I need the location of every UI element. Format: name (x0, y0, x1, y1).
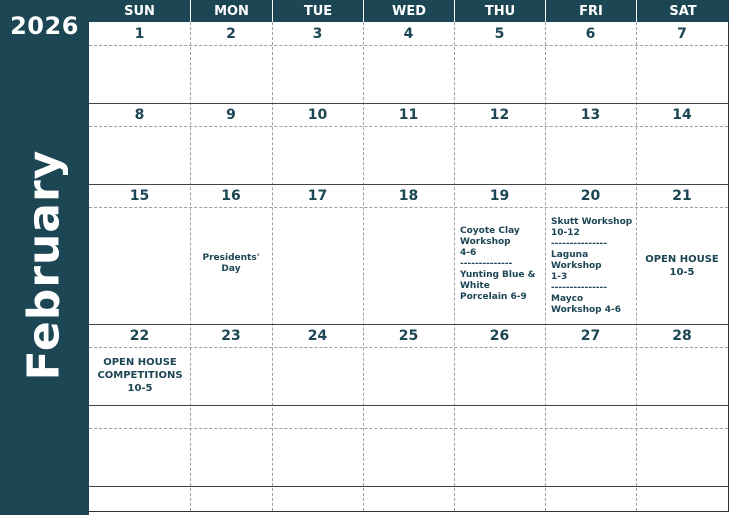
column-divider (363, 22, 364, 511)
weekday-fri: FRI (545, 0, 636, 22)
day-number: 5 (494, 26, 505, 42)
day-number: 23 (221, 328, 241, 344)
day-number: 18 (398, 188, 419, 204)
column-divider (272, 22, 273, 511)
weekday-sun: SUN (89, 0, 190, 22)
day-number: 8 (134, 107, 145, 123)
day-number: 6 (585, 26, 596, 42)
day-number: 9 (226, 107, 236, 123)
event-mayco-workshop: Mayco Workshop 4-6 (551, 294, 621, 315)
day-number: 11 (398, 107, 419, 123)
event-coyote-clay-workshop: Coyote Clay Workshop 4-6 (460, 226, 520, 258)
event-separator: -------------- (460, 259, 513, 269)
day-number: 7 (677, 26, 687, 42)
day-number: 24 (307, 328, 328, 344)
weekday-sat: SAT (636, 0, 729, 22)
day-number: 26 (489, 328, 510, 344)
day-number: 27 (580, 328, 601, 344)
event-skutt-workshop: Skutt Workshop 10-12 (551, 217, 633, 238)
day-number: 13 (580, 107, 601, 123)
day-number: 20 (580, 188, 601, 204)
month-sidebar (0, 0, 89, 515)
event-yunting-porcelain: Yunting Blue & White Porcelain 6-9 (460, 270, 536, 302)
day-number: 14 (672, 107, 692, 123)
weekday-tue: TUE (272, 0, 363, 22)
row-divider (89, 428, 728, 429)
day-number: 28 (672, 328, 692, 344)
column-divider (190, 22, 191, 511)
day-number: 1 (134, 26, 145, 42)
day-number: 3 (312, 26, 323, 42)
day-number: 16 (221, 188, 241, 204)
week-divider (89, 486, 728, 487)
month-label: February (18, 149, 70, 381)
day-number: 22 (129, 328, 150, 344)
row-divider (89, 207, 728, 208)
row-divider (89, 347, 728, 348)
row-divider (89, 126, 728, 127)
week-divider (89, 405, 728, 406)
day-number: 25 (398, 328, 419, 344)
event-open-house-competitions: OPEN HOUSE COMPETITIONS 10-5 (97, 357, 183, 394)
day-number: 19 (489, 188, 510, 204)
event-presidents-day: Presidents' Day (202, 253, 260, 274)
column-divider (636, 22, 637, 511)
event-list-fri-20 (551, 217, 633, 316)
day-number: 10 (307, 107, 328, 123)
row-divider (89, 45, 728, 46)
weekday-mon: MON (190, 0, 272, 22)
column-divider (454, 22, 455, 511)
day-number: 21 (672, 188, 692, 204)
weekday-wed: WED (363, 0, 454, 22)
day-number: 4 (403, 26, 414, 42)
day-number: 2 (226, 26, 236, 42)
day-number: 15 (129, 188, 150, 204)
event-laguna-workshop: Laguna Workshop 1-3 (551, 250, 602, 282)
day-number: 17 (307, 188, 328, 204)
column-divider (545, 22, 546, 511)
weekday-thu: THU (454, 0, 545, 22)
event-open-house-sat-21: OPEN HOUSE 10-5 (645, 254, 719, 278)
calendar-grid (89, 0, 729, 512)
event-separator: --------------- (551, 239, 608, 249)
event-separator: --------------- (551, 283, 608, 293)
event-list-thu-19 (460, 226, 540, 303)
day-number: 12 (489, 107, 510, 123)
year-label: 2026 (10, 12, 79, 40)
